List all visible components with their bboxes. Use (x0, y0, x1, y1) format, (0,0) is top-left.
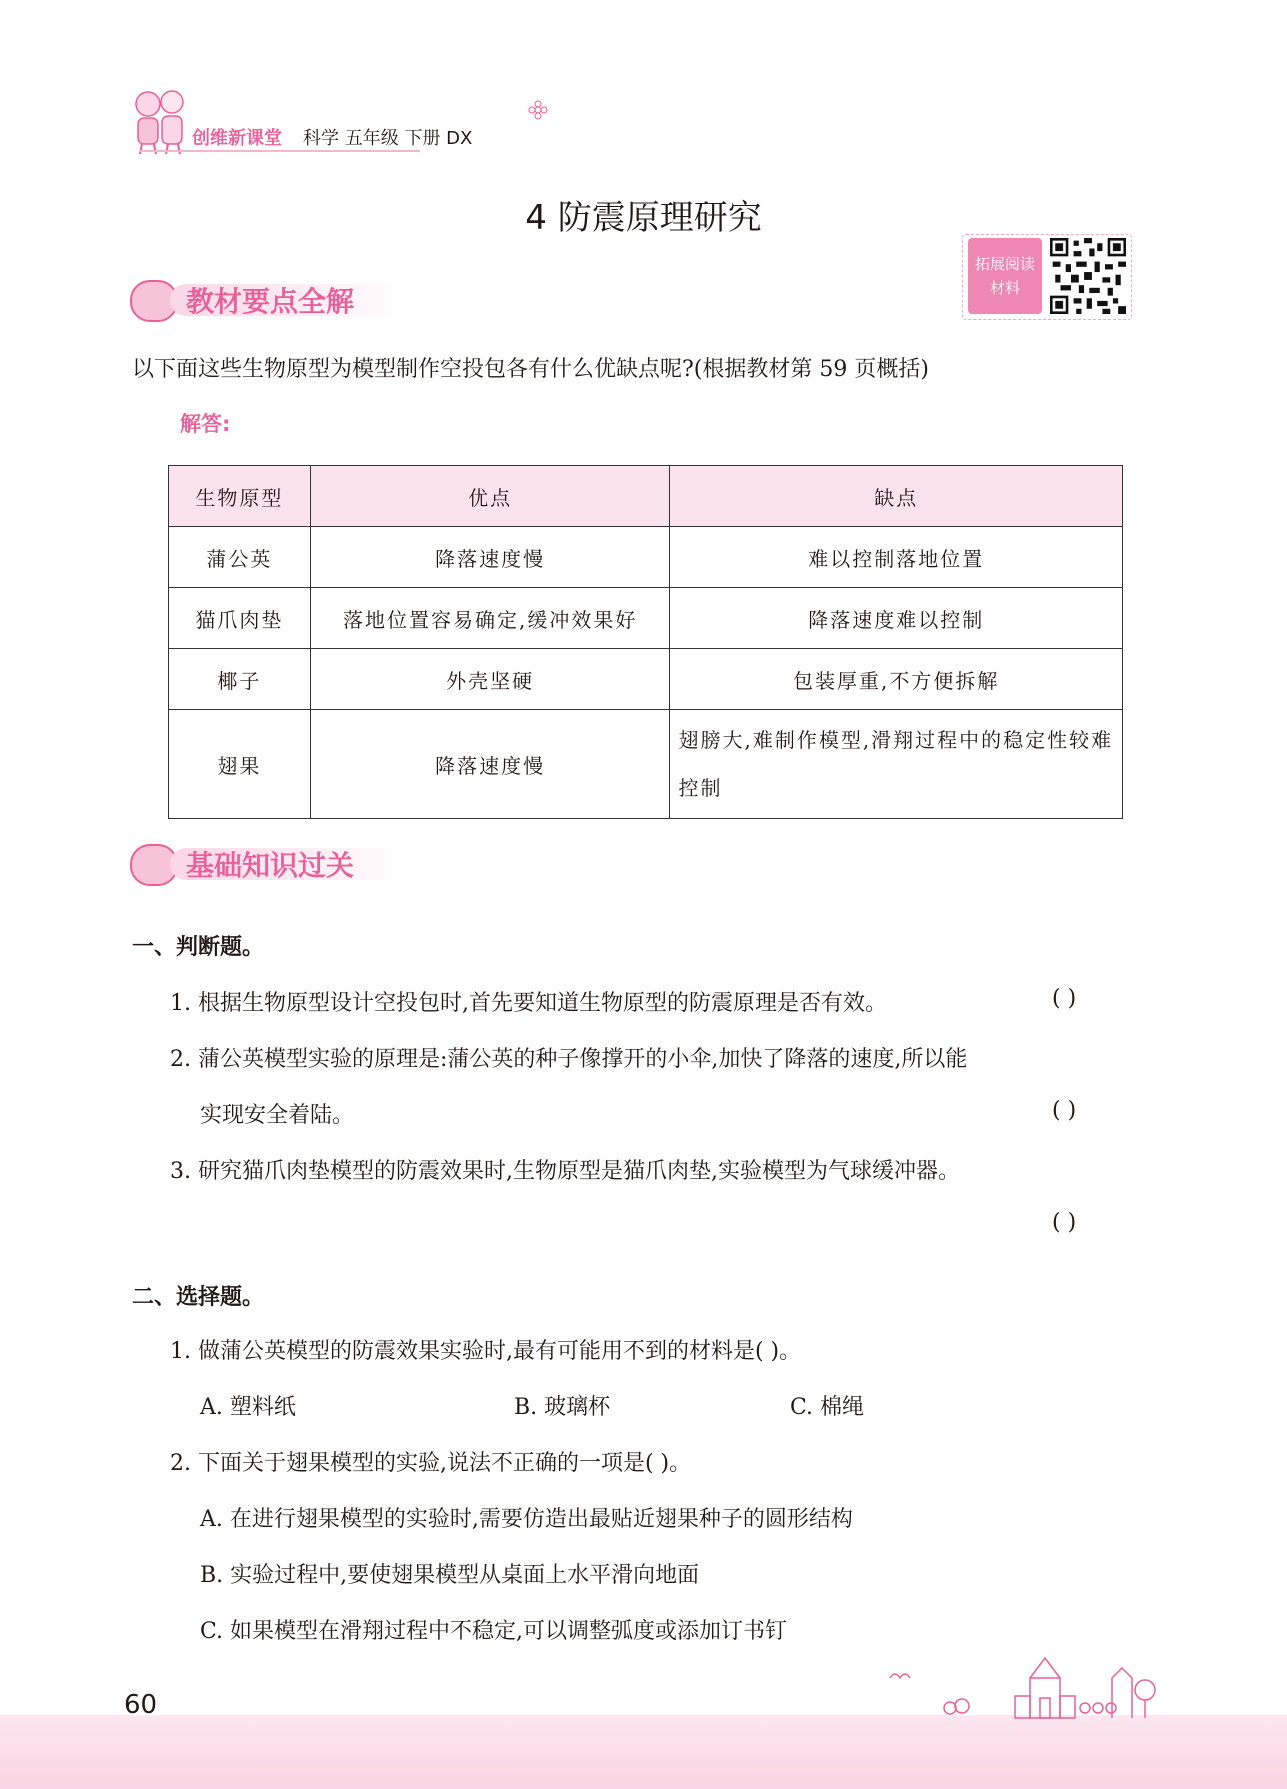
pros-cons-table (168, 465, 1123, 819)
series-name: 创维新课堂 (192, 128, 282, 149)
table-header-row (169, 466, 1123, 527)
ext-reading-line2: 材料 (989, 279, 1020, 297)
table-cell: 蒲公英 (169, 527, 311, 588)
table-cell: 降落速度慢 (310, 710, 670, 819)
table-row (169, 588, 1123, 649)
choice-option[interactable]: B. 实验过程中,要使翅果模型从桌面上水平滑向地面 (200, 1563, 700, 1588)
judge-question-2-cont: 实现安全着陆。 (200, 1103, 355, 1128)
section-title: 教材要点全解 (186, 285, 355, 318)
table-cell: 降落速度难以控制 (670, 588, 1123, 649)
cartoon-kids-logo (128, 86, 194, 156)
judge-question-1: 1. 根据生物原型设计空投包时,首先要知道生物原型的防震原理是否有效。 (170, 991, 887, 1016)
table-cell: 翅果 (169, 710, 311, 819)
table-row (169, 527, 1123, 588)
answer-blank[interactable]: ( ) (1052, 1210, 1077, 1235)
choice-option[interactable]: A. 在进行翅果模型的实验时,需要仿造出最贴近翅果种子的圆形结构 (200, 1507, 853, 1532)
part1-heading: 一、判断题。 (132, 934, 265, 960)
section-header-basics (130, 844, 430, 882)
castle-decoration-icon (880, 1648, 1160, 1720)
answer-label: 解答: (180, 412, 231, 436)
table-cell: 外壳坚硬 (310, 649, 670, 710)
choice-option[interactable]: A. 塑料纸 (200, 1395, 296, 1420)
choice-option[interactable]: C. 棉绳 (790, 1395, 865, 1420)
ext-reading-label[interactable] (968, 238, 1042, 314)
choice-question-1: 1. 做蒲公英模型的防震效果实验时,最有可能用不到的材料是( )。 (170, 1339, 802, 1364)
table-cell: 难以控制落地位置 (670, 527, 1123, 588)
answer-blank[interactable]: ( ) (1052, 986, 1077, 1011)
table-cell: 包装厚重,不方便拆解 (670, 649, 1123, 710)
choice-question-2: 2. 下面关于翅果模型的实验,说法不正确的一项是( )。 (170, 1451, 692, 1476)
table-row (169, 649, 1123, 710)
ext-reading-line1: 拓展阅读 (974, 255, 1035, 273)
subject-info: 科学 五年级 下册 DX (303, 128, 473, 149)
answer-blank[interactable]: ( ) (1052, 1098, 1077, 1123)
table-header: 生物原型 (169, 466, 311, 527)
part2-heading: 二、选择题。 (132, 1284, 265, 1310)
table-cell: 降落速度慢 (310, 527, 670, 588)
question-intro: 以下面这些生物原型为模型制作空投包各有什么优缺点呢?(根据教材第 59 页概括) (132, 357, 929, 382)
judge-question-2: 2. 蒲公英模型实验的原理是:蒲公英的种子像撑开的小伞,加快了降落的速度,所以能 (170, 1047, 968, 1072)
page-title: 4 防震原理研究 (525, 198, 762, 238)
table-cell: 翅膀大,难制作模型,滑翔过程中的稳定性较难控制 (670, 710, 1123, 819)
table-header: 优点 (310, 466, 670, 527)
section-header-textbook (130, 280, 430, 318)
qr-code-icon[interactable] (1050, 238, 1126, 314)
table-cell: 落地位置容易确定,缓冲效果好 (310, 588, 670, 649)
choice-option[interactable]: C. 如果模型在滑翔过程中不稳定,可以调整弧度或添加订书钉 (200, 1619, 788, 1644)
table-header: 缺点 (670, 466, 1123, 527)
flower-decoration-icon (528, 100, 548, 120)
table-cell: 猫爪肉垫 (169, 588, 311, 649)
judge-question-3: 3. 研究猫爪肉垫模型的防震效果时,生物原型是猫爪肉垫,实验模型为气球缓冲器。 (170, 1159, 960, 1184)
header-divider (140, 150, 420, 152)
choice-option[interactable]: B. 玻璃杯 (514, 1395, 611, 1420)
section-title: 基础知识过关 (186, 849, 355, 882)
table-cell: 椰子 (169, 649, 311, 710)
footer-band (0, 1715, 1287, 1789)
table-row (169, 710, 1123, 819)
page-number: 60 (124, 1690, 158, 1720)
